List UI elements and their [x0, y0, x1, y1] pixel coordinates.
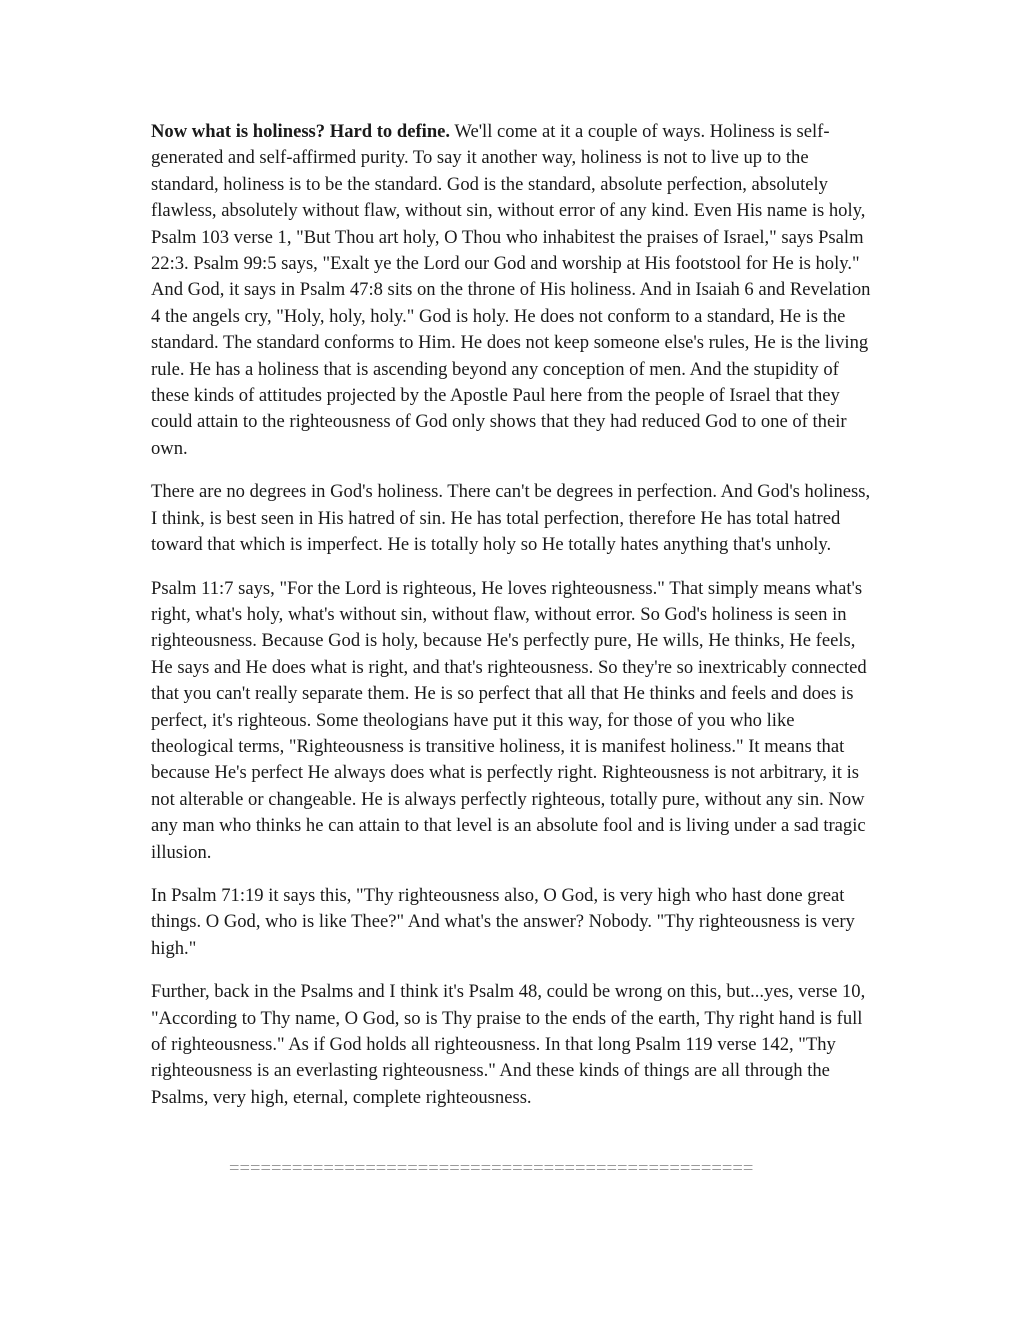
paragraph-text: There are no degrees in God's holiness. There can't be degrees in perfection. And God's holiness, I think, is best seen in His hatred of sin. He has total perfection, therefore He has total hatred toward that which is imperfect. He is totally holy so He totally hates anything that's unholy. [151, 481, 871, 556]
paragraph-degrees-of-holiness [151, 479, 873, 558]
paragraph-psalm-11-7 [151, 576, 873, 866]
paragraph-text: In Psalm 71:19 it says this, "Thy righteousness also, O God, is very high who hast done great things. O God, who is like Thee?" And what's the answer? Nobody. "Thy righteousness is very high." [151, 884, 855, 959]
paragraph-text: Psalm 11:7 says, "For the Lord is righteous, He loves righteousness." That simply means what's right, what's holy, what's without sin, without flaw, without error. So God's holiness is seen in righteousness. Because God is holy, because He's perfectly pure, He wills, He thinks, He feels, He says and He does what is right, and that's righteousness. So they're so inextricably connected that you can't really separate them. He is so perfect that all that He thinks and feels and does is perfect, it's righteous. Some theologians have put it this way, for those of you who like theological terms, "Righteousness is transitive holiness, it is manifest holiness." It means that because He's perfect He always does what is perfectly right. Righteousness is not arbitrary, it is not alterable or changeable. He is always perfectly righteous, totally pure, without any sin. Now any man who thinks he can attain to that level is an absolute fool and is living under a sad tragic illusion. [151, 577, 867, 863]
paragraph-text: Further, back in the Psalms and I think it's Psalm 48, could be wrong on this, but...yes, verse 10, "According to Thy name, O God, so is Thy praise to the ends of the earth, Thy right hand is full of righteousness." As if God holds all righteousness. In that long Psalm 119 verse 142, "Thy righteousness is an everlasting righteousness." And these kinds of things are all through the Psalms, very high, eternal, complete righteousness. [151, 981, 866, 1108]
paragraph-psalm-71-19 [151, 883, 873, 962]
paragraph-lead-heading: Now what is holiness? Hard to define. [151, 121, 451, 142]
paragraph-psalm-48 [151, 979, 873, 1111]
paragraph-text: We'll come at it a couple of ways. Holiness is self-generated and self-affirmed purity. To say it another way, holiness is not to live up to the standard, holiness is to be the standard. God is the standard, absolute perfection, absolutely flawless, absolutely without flaw, without sin, without error of any kind. Even His name is holy, Psalm 103 verse 1, "But Thou art holy, O Thou who inhabitest the praises of Israel," says Psalm 22:3. Psalm 99:5 says, "Exalt ye the Lord our God and worship at His footstool for He is holy." And God, it says in Psalm 47:8 sits on the throne of His holiness. And in Isaiah 6 and Revelation 4 the angels cry, "Holy, holy, holy." God is holy. He does not conform to a standard, He is the standard. The standard conforms to Him. He does not keep someone else's rules, He is the living rule. He has a holiness that is ascending beyond any conception of men. And the stupidity of these kinds of attitudes projected by the Apostle Paul here from the people of Israel that they could attain to the righteousness of God only shows that they had reduced God to one of their own. [151, 121, 871, 459]
document-body [151, 119, 873, 1128]
section-divider: ================================================== [229, 1158, 754, 1179]
paragraph-holiness-definition [151, 119, 873, 462]
